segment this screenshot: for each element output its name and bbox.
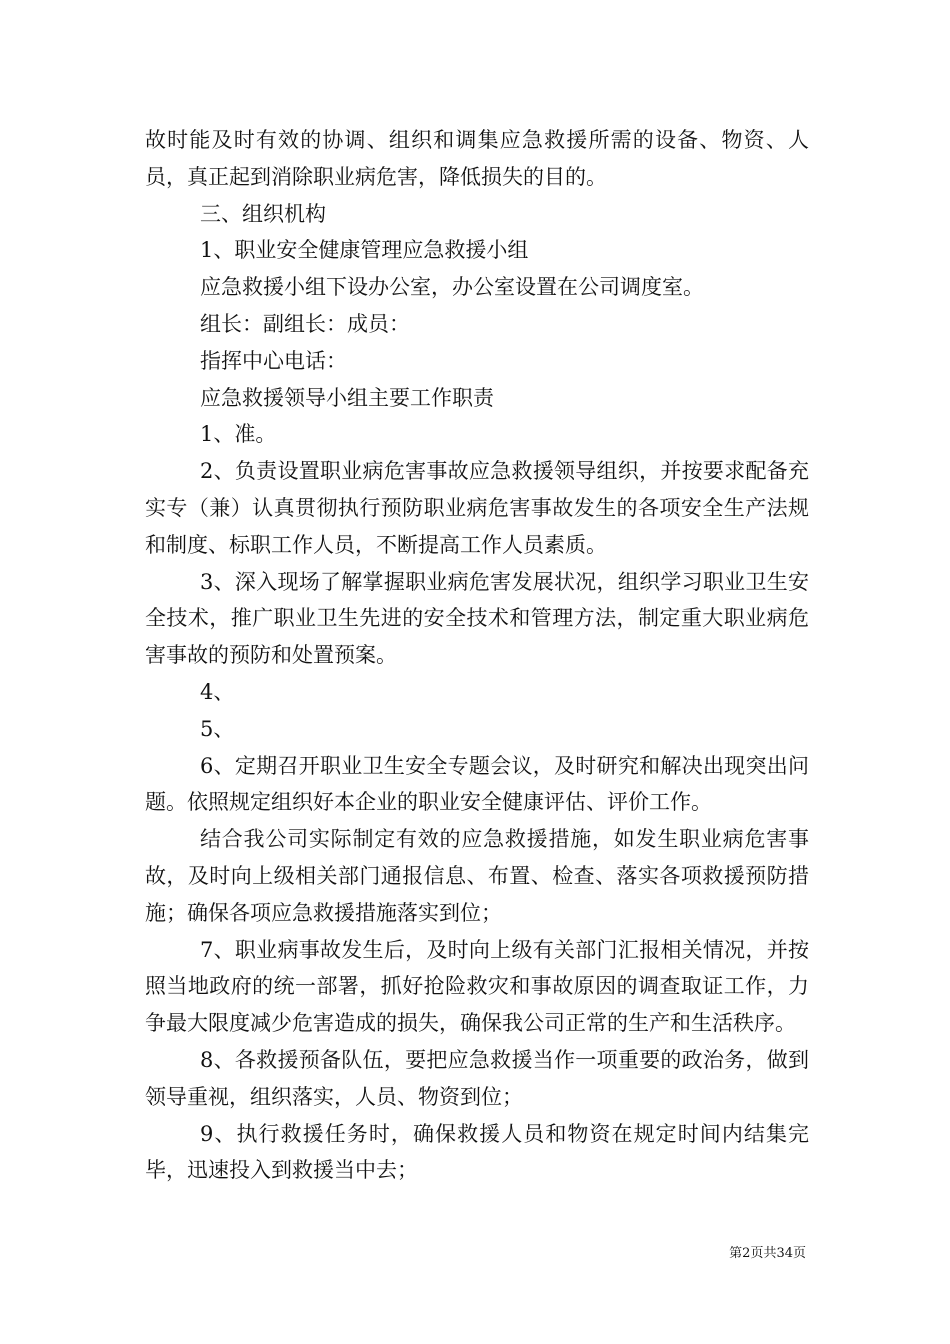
paragraph: 指挥中心电话： <box>200 348 347 373</box>
list-item: 8、各救援预备队伍，要把应急救援当作一项重要的政治务，做到领导重视，组织落实，人员、物资到位； <box>145 1047 809 1109</box>
document-body <box>145 122 809 1189</box>
page-number-footer: 第2页共34页 <box>729 1246 806 1261</box>
list-item: 1、准。 <box>200 422 277 447</box>
list-item: 4、 <box>200 679 235 704</box>
list-item: 9、执行救援任务时，确保救援人员和物资在规定时间内结集完毕，迅速投入到救援当中去； <box>145 1121 809 1183</box>
list-item: 6、定期召开职业卫生安全专题会议，及时研究和解决出现突出问题。依照规定组织好本企业的职业安全健康评估、评价工作。 <box>145 753 809 815</box>
paragraph: 应急救援领导小组主要工作职责 <box>200 385 494 410</box>
paragraph: 应急救援小组下设办公室，办公室设置在公司调度室。 <box>200 275 704 300</box>
subsection-heading: 1、职业安全健康管理应急救援小组 <box>200 238 529 263</box>
paragraph: 结合我公司实际制定有效的应急救援措施，如发生职业病危害事故，及时向上级相关部门通报信息、布置、检查、落实各项救援预防措施；确保各项应急救援措施落实到位； <box>145 827 809 925</box>
list-item: 2、负责设置职业病危害事故应急救援领导组织，并按要求配备充实专（兼）认真贯彻执行预防职业病危害事故发生的各项安全生产法规和制度、标职工作人员，不断提高工作人员素质。 <box>145 459 809 557</box>
paragraph: 组长：副组长：成员： <box>200 311 410 336</box>
list-item: 5、 <box>200 716 235 741</box>
section-heading: 三、组织机构 <box>200 201 326 226</box>
paragraph: 故时能及时有效的协调、组织和调集应急救援所需的设备、物资、人员，真正起到消除职业病危害，降低损失的目的。 <box>145 128 809 189</box>
list-item: 3、深入现场了解掌握职业病危害发展状况，组织学习职业卫生安全技术，推广职业卫生先进的安全技术和管理方法，制定重大职业病危害事故的预防和处置预案。 <box>145 569 809 668</box>
list-item: 7、职业病事故发生后，及时向上级有关部门汇报相关情况，并按照当地政府的统一部署，抓好抢险救灾和事故原因的调查取证工作，力争最大限度减少危害造成的损失，确保我公司正常的生产和生活秩序。 <box>145 937 809 1036</box>
